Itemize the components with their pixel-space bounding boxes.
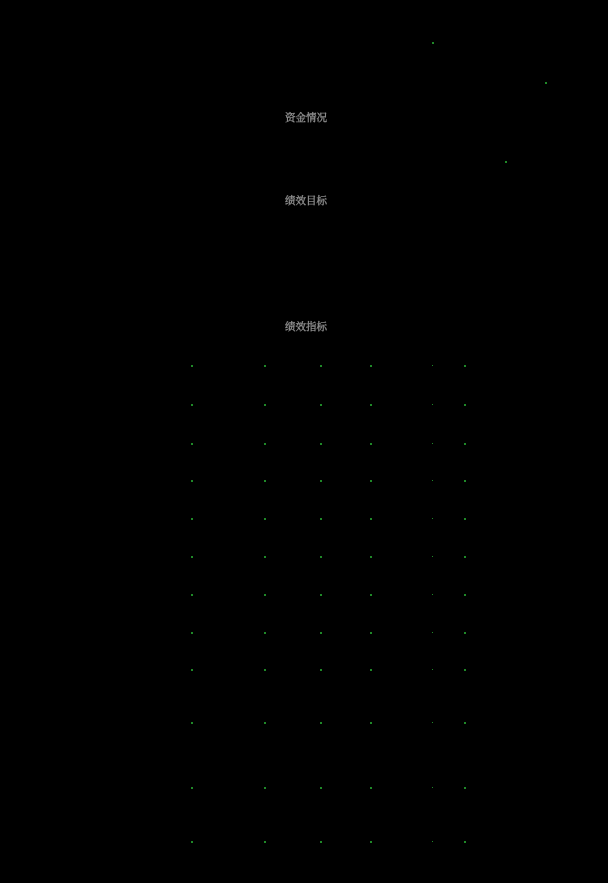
- check-mark: [264, 480, 266, 482]
- check-mark: [545, 82, 547, 84]
- check-mark: [370, 518, 372, 520]
- check-mark: [320, 443, 322, 445]
- check-mark: [370, 841, 372, 843]
- check-mark: [264, 518, 266, 520]
- check-mark: [191, 669, 193, 671]
- check-mark: [432, 722, 433, 723]
- check-mark: [432, 404, 433, 405]
- check-mark: [191, 480, 193, 482]
- check-mark: [464, 722, 466, 724]
- check-mark: [464, 556, 466, 558]
- check-mark: [432, 443, 433, 444]
- check-mark: [464, 365, 466, 367]
- check-mark: [464, 518, 466, 520]
- check-mark: [432, 632, 433, 633]
- check-mark: [264, 841, 266, 843]
- check-mark: [320, 404, 322, 406]
- check-mark: [264, 669, 266, 671]
- check-mark: [264, 365, 266, 367]
- check-mark: [320, 669, 322, 671]
- check-mark: [191, 722, 193, 724]
- check-mark: [264, 594, 266, 596]
- check-mark: [432, 42, 434, 44]
- check-mark: [370, 556, 372, 558]
- check-mark: [370, 594, 372, 596]
- check-mark: [432, 841, 433, 842]
- check-mark: [370, 669, 372, 671]
- check-mark: [464, 787, 466, 789]
- check-mark: [191, 518, 193, 520]
- check-mark: [370, 443, 372, 445]
- check-mark: [320, 722, 322, 724]
- check-mark: [464, 480, 466, 482]
- check-mark: [370, 480, 372, 482]
- section-heading-performance-indicator: 绩效指标: [285, 321, 327, 333]
- check-mark: [264, 556, 266, 558]
- check-mark: [370, 404, 372, 406]
- check-mark: [432, 518, 433, 519]
- check-mark: [320, 480, 322, 482]
- check-mark: [370, 632, 372, 634]
- check-mark: [432, 669, 433, 670]
- check-mark: [464, 443, 466, 445]
- check-mark: [464, 632, 466, 634]
- section-heading-funding: 资金情况: [285, 112, 327, 124]
- check-mark: [370, 722, 372, 724]
- check-mark: [191, 841, 193, 843]
- check-mark: [505, 161, 507, 163]
- check-mark: [320, 632, 322, 634]
- check-mark: [264, 404, 266, 406]
- check-mark: [191, 443, 193, 445]
- check-mark: [191, 632, 193, 634]
- check-mark: [370, 787, 372, 789]
- check-mark: [320, 518, 322, 520]
- check-mark: [464, 404, 466, 406]
- check-mark: [432, 787, 433, 788]
- section-heading-performance-target: 绩效目标: [285, 195, 327, 207]
- check-mark: [432, 594, 433, 595]
- check-mark: [320, 594, 322, 596]
- check-mark: [320, 841, 322, 843]
- check-mark: [191, 787, 193, 789]
- check-mark: [432, 365, 433, 366]
- check-mark: [370, 365, 372, 367]
- check-mark: [191, 404, 193, 406]
- check-mark: [320, 365, 322, 367]
- check-mark: [264, 632, 266, 634]
- check-mark: [264, 443, 266, 445]
- check-mark: [464, 594, 466, 596]
- check-mark: [464, 669, 466, 671]
- check-mark: [191, 365, 193, 367]
- check-mark: [432, 556, 433, 557]
- check-mark: [191, 556, 193, 558]
- check-mark: [264, 787, 266, 789]
- check-mark: [464, 841, 466, 843]
- check-mark: [191, 594, 193, 596]
- check-mark: [264, 722, 266, 724]
- check-mark: [320, 556, 322, 558]
- check-mark: [432, 480, 433, 481]
- check-mark: [320, 787, 322, 789]
